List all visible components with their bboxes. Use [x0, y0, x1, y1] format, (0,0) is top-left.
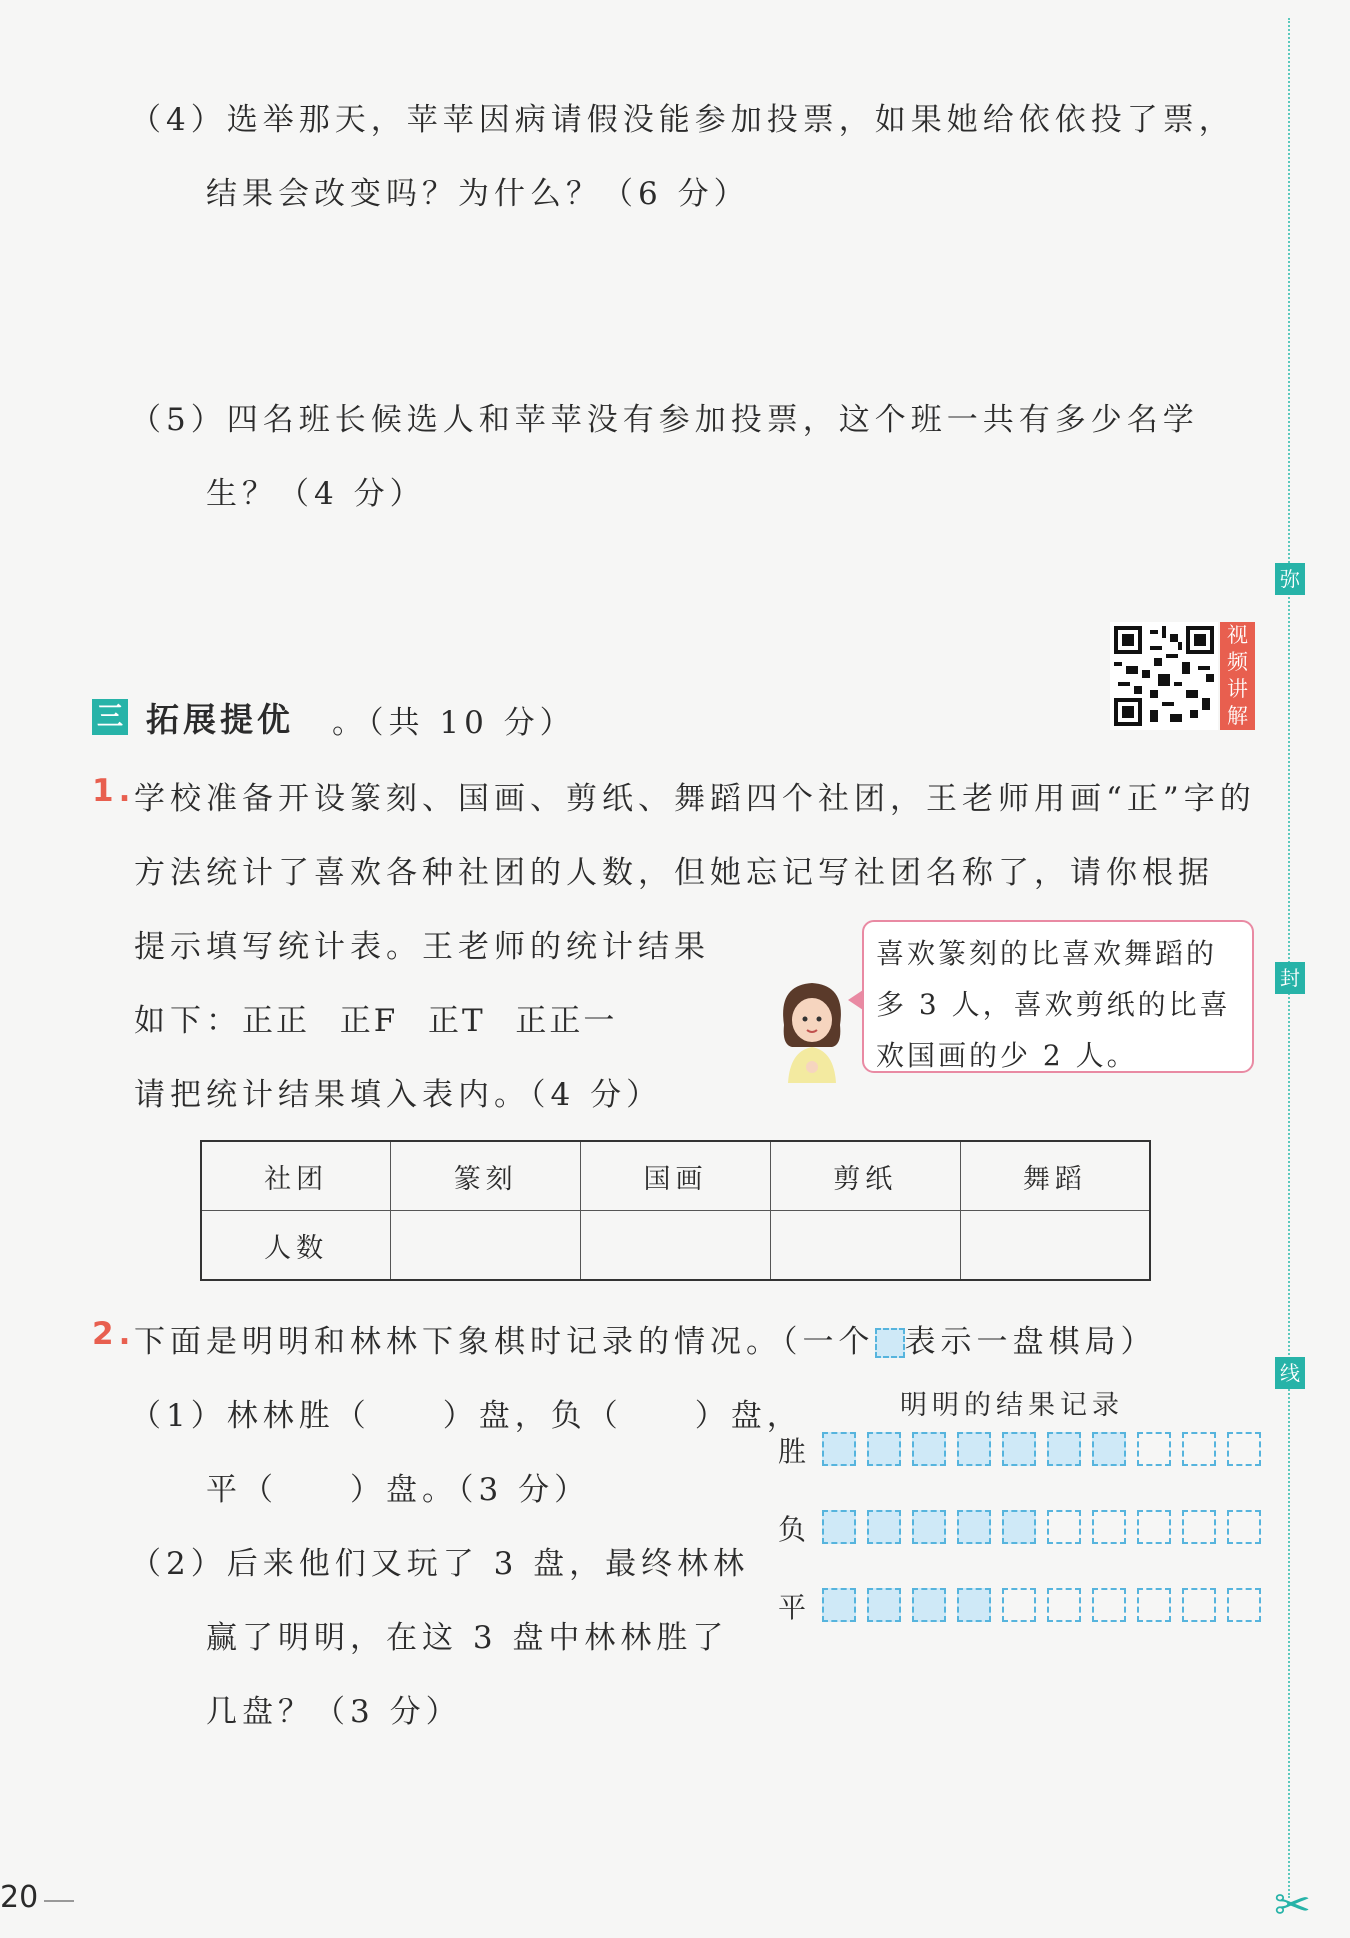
qr-code[interactable]	[1110, 622, 1218, 730]
q5-line1: （5）四名班长候选人和苹苹没有参加投票，这个班一共有多少名学	[130, 402, 1199, 438]
record-box-filled	[822, 1510, 856, 1544]
record-box-filled	[912, 1510, 946, 1544]
record-box-empty	[1227, 1510, 1261, 1544]
record-box-filled	[1047, 1432, 1081, 1466]
problem2-intro	[134, 1316, 1157, 1361]
problem1-number: 1.	[92, 773, 136, 809]
record-box-empty	[1227, 1588, 1261, 1622]
record-row-label: 平	[778, 1591, 807, 1624]
tally-4: 正正一	[515, 1003, 618, 1039]
record-box-filled	[912, 1432, 946, 1466]
answer-cell[interactable]	[770, 1211, 960, 1281]
record-box-empty	[1047, 1588, 1081, 1622]
sub1-line2: 平（ ）盘。（3 分）	[206, 1472, 591, 1508]
hint-line3: 欢国画的少 2 人。	[876, 1039, 1138, 1072]
record-box-empty	[1092, 1510, 1126, 1544]
table-cell: 舞蹈	[960, 1141, 1150, 1211]
record-box-filled	[957, 1588, 991, 1622]
sub2-line1: （2）后来他们又玩了 3 盘，最终林林	[130, 1546, 750, 1582]
scissors-icon: ✂	[1274, 1880, 1311, 1931]
girl-illustration	[772, 975, 852, 1089]
record-box-empty	[1227, 1432, 1261, 1466]
table-cell: 国画	[581, 1141, 771, 1211]
page-number-rule	[44, 1900, 74, 1902]
q5-line2: 生？（4 分）	[206, 476, 426, 512]
table-row	[201, 1141, 1150, 1211]
table-cell: 人数	[201, 1211, 391, 1281]
section-number-icon: 三	[92, 699, 128, 735]
record-box-empty	[1137, 1510, 1171, 1544]
record-box-empty	[1182, 1510, 1216, 1544]
tally-prefix: 如下：	[134, 1003, 242, 1039]
stats-table	[200, 1140, 1151, 1281]
sub2-line2: 赢了明明，在这 3 盘中林林胜了	[206, 1620, 729, 1656]
record-chart-title: 明明的结果记录	[900, 1390, 1124, 1421]
record-box-filled	[822, 1432, 856, 1466]
record-box-empty	[1137, 1432, 1171, 1466]
record-box-filled	[912, 1588, 946, 1622]
hint-bubble-tail	[848, 990, 863, 1010]
record-box-filled	[822, 1588, 856, 1622]
q4-line2: 结果会改变吗？为什么？（6 分）	[206, 176, 750, 212]
section-score: 。（共 10 分）	[332, 705, 576, 741]
q4-line1: （4）选举那天，苹苹因病请假没能参加投票，如果她给依依投了票，	[130, 102, 1235, 138]
tally-2: 正F	[339, 1003, 399, 1039]
record-box-filled	[867, 1588, 901, 1622]
problem1-line5: 请把统计结果填入表内。（4 分）	[134, 1077, 663, 1113]
sub2-line3: 几盘？（3 分）	[206, 1694, 462, 1730]
sub1-line1: （1）林林胜（ ）盘，负（ ）盘，	[130, 1398, 803, 1434]
problem2-intro-a: 下面是明明和林林下象棋时记录的情况。（一个	[134, 1324, 875, 1360]
answer-cell[interactable]	[391, 1211, 581, 1281]
problem1-line2: 方法统计了喜欢各种社团的人数，但她忘记写社团名称了，请你根据	[134, 855, 1214, 891]
record-box-empty	[1047, 1510, 1081, 1544]
record-box-filled	[1002, 1510, 1036, 1544]
cut-line	[1288, 18, 1290, 1898]
hint-bubble	[862, 920, 1254, 1073]
record-box-filled	[867, 1432, 901, 1466]
hint-line2: 多 3 人，喜欢剪纸的比喜	[876, 988, 1231, 1021]
legend-box-icon	[875, 1328, 905, 1358]
problem1-line1: 学校准备开设篆刻、国画、剪纸、舞蹈四个社团，王老师用画“正”字的	[134, 781, 1256, 817]
side-chip-xian: 线	[1275, 1357, 1305, 1389]
problem1-line3: 提示填写统计表。王老师的统计结果	[134, 929, 710, 965]
record-box-filled	[867, 1510, 901, 1544]
qr-video-label: 视频讲解	[1220, 622, 1255, 730]
section-title: 拓展提优	[146, 700, 294, 739]
record-box-filled	[957, 1510, 991, 1544]
record-row-label: 胜	[778, 1435, 807, 1468]
answer-cell[interactable]	[581, 1211, 771, 1281]
problem1-tally-line	[134, 995, 617, 1040]
problem2-number: 2.	[92, 1316, 136, 1352]
problem2-intro-b: 表示一盘棋局）	[904, 1324, 1157, 1360]
record-box-empty	[1002, 1588, 1036, 1622]
table-cell: 社团	[201, 1141, 391, 1211]
page-number: 20	[0, 1880, 39, 1915]
side-chip-feng: 封	[1275, 962, 1305, 994]
hint-line1: 喜欢篆刻的比喜欢舞蹈的	[876, 937, 1218, 970]
qr-code-icon	[1110, 622, 1218, 730]
answer-cell[interactable]	[960, 1211, 1150, 1281]
table-cell: 篆刻	[391, 1141, 581, 1211]
record-box-empty	[1182, 1432, 1216, 1466]
record-box-empty	[1137, 1588, 1171, 1622]
record-box-filled	[1002, 1432, 1036, 1466]
table-row	[201, 1211, 1150, 1281]
record-box-empty	[1092, 1588, 1126, 1622]
table-cell: 剪纸	[770, 1141, 960, 1211]
tally-3: 正T	[427, 1003, 486, 1039]
record-box-empty	[1182, 1588, 1216, 1622]
side-chip-mi: 弥	[1275, 563, 1305, 595]
record-box-filled	[1092, 1432, 1126, 1466]
record-box-filled	[957, 1432, 991, 1466]
tally-1: 正正	[242, 1003, 310, 1039]
record-row-label: 负	[778, 1513, 807, 1546]
